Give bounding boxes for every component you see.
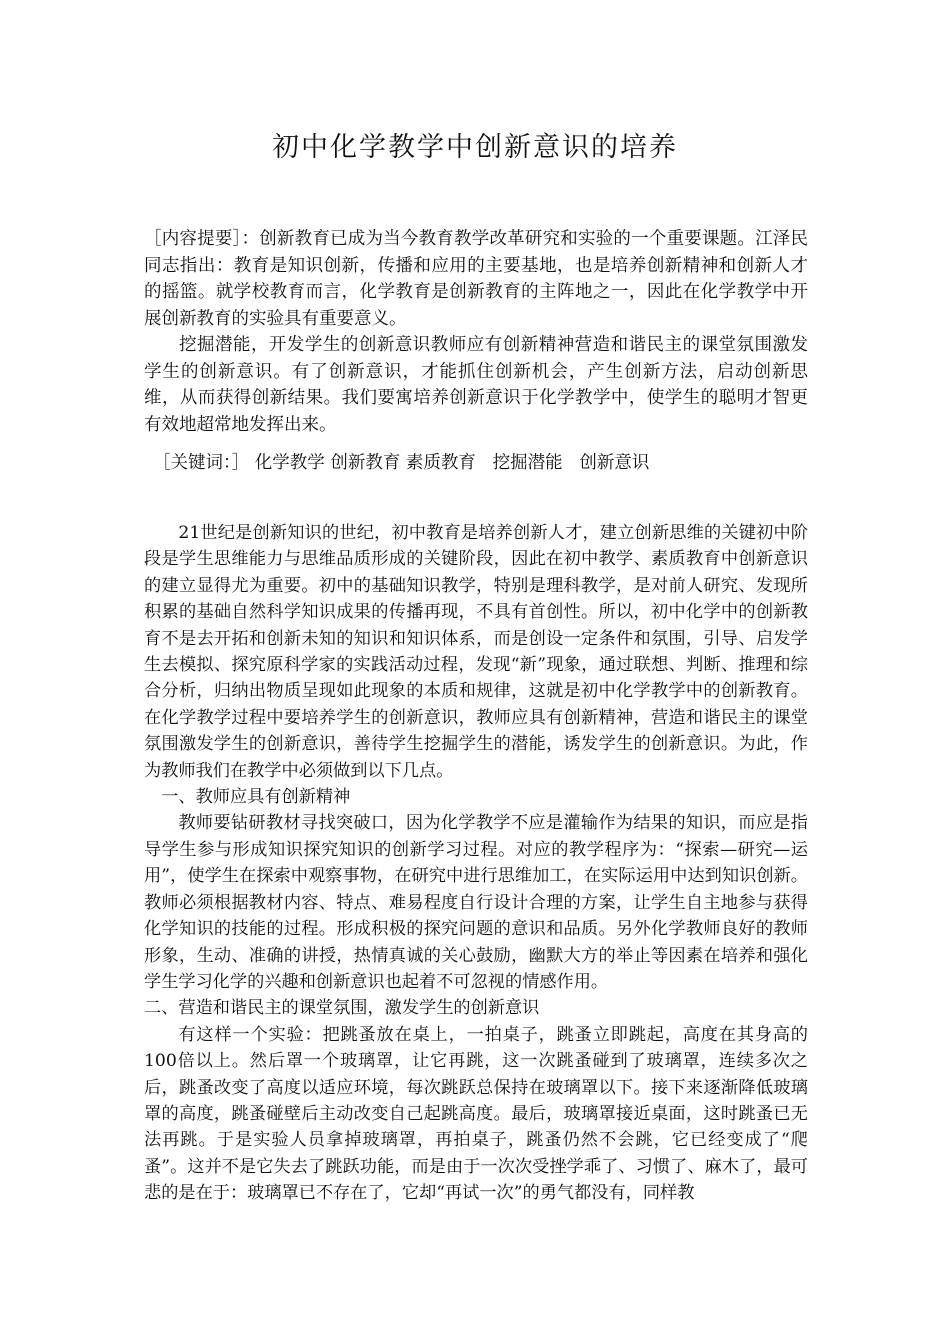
abstract-paragraph-2: 挖掘潜能，开发学生的创新意识教师应有创新精神营造和谐民主的课堂氛围激发学生的创新意识。有了创新意识，才能抓住创新机会，产生创新方法，启动创新思维，从而获得创新结果。我们要寓培养创新意识于化学教学中，使学生的聪明才智更有效地超常地发挥出来。	[144, 335, 808, 435]
body-text	[144, 520, 808, 1207]
section-1-paragraph: 教师要钻研教材寻找突破口，因为化学教学不应是灌输作为结果的知识，而应是指导学生参与形成知识探究知识的创新学习过程。对应的教学程序为：“探索—研究—运用”，使学生在探索中观察事物，在研究中进行思维加工，在实际运用中达到知识创新。教师必须根据教材内容、特点、难易程度自行设计合理的方案，让学生自主地参与获得化学知识的技能的过程。形成积极的探究问题的意识和品质。另外化学教师良好的教师形象，生动、准确的讲授，热情真诚的关心鼓励，幽默大方的举止等因素在培养和强化学生学习化学的兴趣和创新意识也起着不可忽视的情感作用。	[144, 813, 808, 992]
keywords-line: ［关键词：］ 化学教学 创新教育 素质教育 挖掘潜能 创新意识	[153, 453, 650, 473]
section-heading-1: 一、教师应具有创新精神	[161, 787, 351, 808]
abstract-section	[144, 226, 808, 438]
intro-paragraph: 21世纪是创新知识的世纪，初中教育是培养创新人才，建立创新思维的关键初中阶段是学生思维能力与思维品质形成的关键阶段，因此在初中教学、素质教育中创新意识的建立显得尤为重要。初中的基础知识教学，特别是理科教学，是对前人研究、发现所积累的基础自然科学知识成果的传播再现，不具有首创性。所以，初中化学中的创新教育不是去开拓和创新未知的知识和知识体系，而是创设一定条件和氛围，引导、启发学生去模拟、探究原科学家的实践活动过程，发现“新”现象，通过联想、判断、推理和综合分析，归纳出物质呈现如此现象的本质和规律，这就是初中化学教学中的创新教育。在化学教学过程中要培养学生的创新意识，教师应具有创新精神，营造和谐民主的课堂氛围激发学生的创新意识，善待学生挖掘学生的潜能，诱发学生的创新意识。为此，作为教师我们在教学中必须做到以下几点。	[144, 523, 808, 781]
document-title: 初中化学教学中创新意识的培养	[272, 132, 678, 163]
section-2-paragraph: 有这样一个实验：把跳蚤放在桌上，一拍桌子，跳蚤立即跳起，高度在其身高的100倍以上。然后罩一个玻璃罩，让它再跳，这一次跳蚤碰到了玻璃罩，连续多次之后，跳蚤改变了高度以适应环境，每次跳跃总保持在玻璃罩以下。接下来逐渐降低玻璃罩的高度，跳蚤碰壁后主动改变自己起跳高度。最后，玻璃罩接近桌面，这时跳蚤已无法再跳。于是实验人员拿掉玻璃罩，再拍桌子，跳蚤仍然不会跳，它已经变成了“爬蚤”。这并不是它失去了跳跃功能，而是由于一次次受挫学乖了、习惯了、麻木了，最可悲的是在于：玻璃罩已不存在了，它却“再试一次”的勇气都没有，同样教	[144, 1024, 808, 1204]
section-heading-2: 二、营造和谐民主的课堂氛围，激发学生的创新意识	[144, 998, 540, 1019]
abstract-paragraph: ［内容提要］：创新教育已成为当今教育教学改革研究和实验的一个重要课题。江泽民同志指出：教育是知识创新，传播和应用的主要基地，也是培养创新精神和创新人才的摇篮。就学校教育而言，化学教育是创新教育的主阵地之一，因此在化学教学中开展创新教育的实验具有重要意义。	[144, 229, 808, 329]
